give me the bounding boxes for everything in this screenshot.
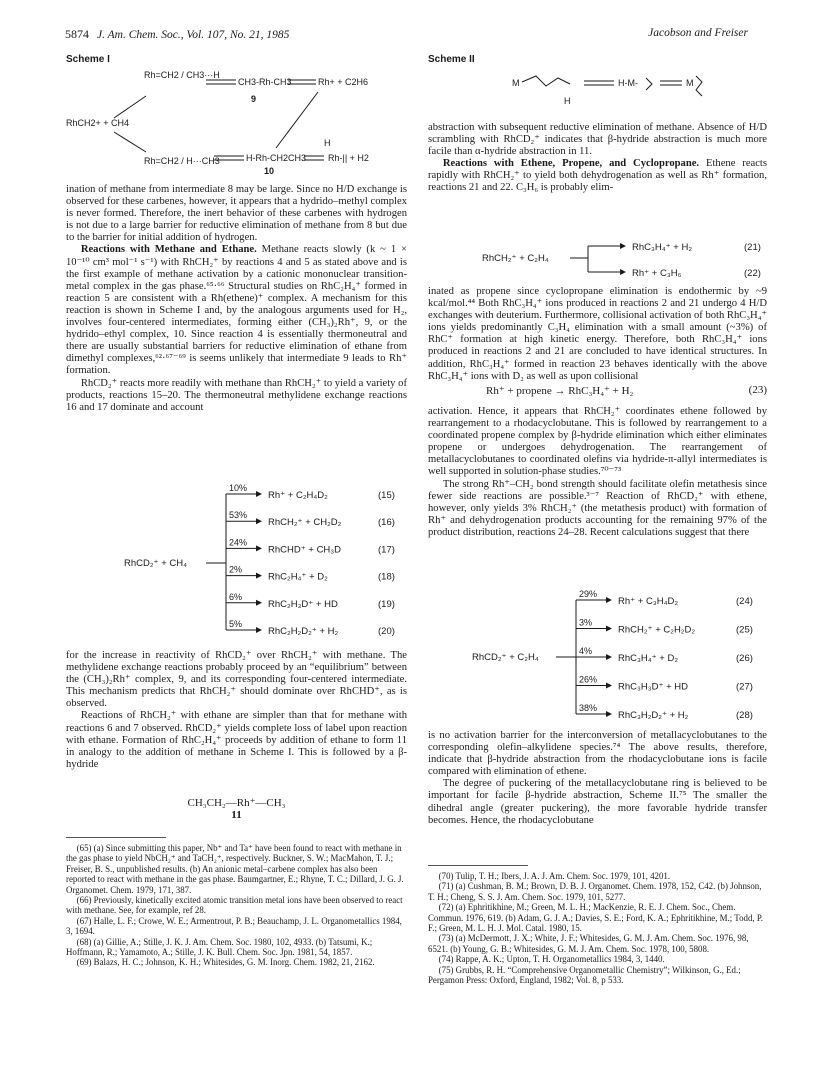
rxn24-28-number-4: (28) [736,710,753,721]
structure-11 [66,796,407,821]
rxn15-20-pct-5: 5% [229,619,243,629]
footnote-71: (71) (a) Cushman, B. M.; Brown, D. B. J. Organomet. Chem. 1978, 152, C42. (b) Johnson, T. H.; Cheng, S. S. J. Am. Chem. Soc. 1979, 101, 5277. [428,881,762,902]
left-para-4: for the increase in reactivity of RhCD₂⁺ over RhCH₂⁺ with methane. The methylidene exchange reactions probably proceed by an “equilibrium” between the (CH₃)₂Rh⁺ complex, 9, and its corresponding four-centered intermediate. This mechanism predicts that RhCH₂⁺ should dominate over RhCHD⁺, as is observed. [66,650,407,710]
footnote-67: (67) Halle, L. F.; Crowe, W. E.; Armentrout, P. B.; Beauchamp, J. L. Organometallics 1984, 3, 1694. [66,915,402,937]
reaction-scheme-24-28 [428,590,767,722]
rxn15-20-pct-3: 2% [229,564,243,575]
scheme1-lower-product: H-Rh-CH2CH3 [246,153,307,163]
left-para-2: Methane reacts slowly (k ~ 1 × 10⁻¹⁰ cm³ mol⁻¹ s⁻¹) with RhCH₂⁺ by reactions 4 and 5 as stated above and is the first example of methane activation by a cationic mononuclear transition-metal complex in the gas phase.⁶⁵·⁶⁶ Structural studies on RhC₂H₄⁺ formed in reaction 5 are consistent with a Rh(ethene)⁺ complex. A mechanism for this reaction is shown in Scheme I and, by the analogous arguments used for H₂, involves four-centered intermediates, forming either (CH₃)₂Rh⁺, 9, or the hydrido–ethyl complex, 10. Since reaction 4 is essentially thermoneutral and there are usually substantial barriers for reductive elimination of ethane from dimethyl complexes,⁶²·⁶⁷⁻⁶⁹ is seems unlikely that intermediate 9 leads to Rh⁺ formation. [66,244,407,377]
rxn24-28-product-4: RhC₃H₂D₂⁺ + H₂ [618,710,689,721]
footnote-68: (68) (a) Gillie, A.; Stille, J. K. J. Am. Chem. Soc. 1980, 102, 4933. (b) Tatsumi, K.; Hoffmann, R.; Yamamoto, A.; Stille, J. K. Bull. Chem. Soc. Jpn. 1981, 54, 1857. [66,936,373,958]
structure-11-label: 11 [231,809,242,821]
scheme1-lower-intermediate: Rh=CH2 / H···CH3 [144,156,220,166]
right-para-6: is no activation barrier for the interconversion of metallacyclobutanes to the corresponding olefin–alkylidene species.⁷⁴ The above results, therefore, indicate that β-hydride abstraction from the rhodacyclobutane ions is facile compared with elimination of ethene. [428,730,767,778]
left-column-lower [66,650,407,771]
rxn24-28-product-2: RhC₃H₄⁺ + D₂ [618,653,679,664]
footnote-70: (70) Tulip, T. H.; Ibers, J. A. J. Am. Chem. Soc. 1979, 101, 4201. [438,871,671,881]
footnote-66: (66) Previously, kinetically excited atomic transition metal ions have been observed to react with methane. See, for example, ref 28. [66,895,403,916]
rxn15-20-pct-1: 53% [229,510,248,521]
scheme1-title: Scheme I [66,54,110,65]
rxn15-20-pct-4: 6% [229,591,243,602]
footnote-65: (65) (a) Since submitting this paper, Nb⁺ and Ta⁺ have been found to react with methane in the gas phase to yield NbCH₂⁺ and TaCH₂⁺, respectively. Buckner, S. W.; MacMahon, T. J.; Freiser, B. S., unpublished results. (b) An anionic metal–carbene complex has also been reported to react with methane in the gas phase. Baumgartner, E.; Rhyne, T. C.; Dillard, J. G. J. Organomet. Chem. 1979, 171, 387. [66,843,404,895]
rxn24-28-number-2: (26) [736,653,753,664]
scheme1-upper-product: CH3-Rh-CH3 [238,77,292,87]
footnote-74: (74) Rappe, A. K.; Upton, T. H. Organometallics 1984, 3, 1440. [438,954,665,965]
running-header-authors: Jacobson and Freiser [648,27,748,39]
scheme1-lower-final: Rh-|| + H2 [328,153,369,163]
scheme2-h-label: H [564,96,571,106]
scheme1-diagram [66,66,406,176]
left-para-3: RhCD₂⁺ reacts more readily with methane than RhCH₂⁺ to yield a variety of products, reactions 15–20. The thermoneutral methylidene exchange reactions 16 and 17 dominate and account [66,377,407,413]
right-para-2: Ethene reacts rapidly with RhCH₂⁺ to yield both dehydrogenation as well as Rh⁺ formation, reactions 21 and 22. C₃H₆ is probably elim- [428,158,767,194]
left-heading-methane: Reactions with Methane and Ethane. [80,244,257,256]
rxn15-20-reactant: RhCD₂⁺ + CH₄ [124,558,187,569]
right-para-3: inated as propene since cyclopropane elimination is endothermic by ~9 kcal/mol.⁴⁴ Both RhC₃H₄⁺ ions produced in reactions 2 and 21 undergo 4 H/D exchanges with deuterium. Furthermore, collisional activation of both RhC₃H₄⁺ ions yields predominantly C₃H₄ elimination with a small amount (~3%) of RhC⁺ formation at high kinetic energy. Therefore, both RhC₃H₄⁺ ions produced in reactions 2 and 21 are concluded to have identical structures. In addition, RhC₃H₄⁺ formed in reaction 23 behaves identically with the above RhC₃H₄⁺ ions with D₂ as well as upon collisional [428,286,767,382]
right-column-bottom [428,730,767,827]
rxn21-22-reactant: RhCH₂⁺ + C₂H₄ [482,253,549,264]
right-heading-ethene: Reactions with Ethene, Propene, and Cyclopropane. [442,158,700,170]
rxn15-20-product-5: RhC₂H₂D₂⁺ + H₂ [268,626,339,637]
scheme1-label-10: 10 [264,166,275,176]
footnotes-right [428,871,767,985]
scheme1-upper-intermediate: Rh=CH2 / CH3···H [144,70,220,80]
rxn15-20-number-5: (20) [378,626,395,637]
scheme1-upper-final: Rh+ + C2H6 [318,77,369,87]
rxn15-20-number-2: (17) [378,544,395,556]
structure-11-formula: CH₃CH₂—Rh⁺—CH₃ [187,797,286,809]
running-header-left [65,27,289,42]
reaction-scheme-15-20 [66,484,407,642]
rxn24-28-number-1: (25) [736,624,753,636]
right-column-lower [428,406,767,539]
right-para-1: abstraction with subsequent reductive elimination of methane. Absence of H/D scrambling with RhCD₂⁺ indicates that β-hydride abstraction is much more facile than α-hydride abstraction in 11. [428,122,767,158]
footnote-69: (69) Balazs, H. C.; Johnson, K. H.; Whitesides, G. M. Inorg. Chem. 1982, 21, 2162. [76,957,375,968]
scheme1-label-9: 9 [251,94,257,104]
rxn15-20-product-4: RhC₂H₃D⁺ + HD [268,598,338,610]
rxn21-number: (21) [744,242,761,253]
scheme1-reactant: RhCH2+ + CH4 [66,118,130,128]
rxn24-28-pct-2: 4% [579,646,593,656]
reaction-scheme-21-22 [428,236,767,280]
scheme2-diagram [512,66,712,110]
rxn15-20-product-1: RhCH₂⁺ + CH₂D₂ [268,517,342,529]
rxn15-20-product-3: RhC₂H₄⁺ + D₂ [268,571,328,583]
journal-citation: J. Am. Chem. Soc., Vol. 107, No. 21, 1985 [97,29,290,41]
rxn24-28-product-1: RhCH₂⁺ + C₂H₂D₂ [618,624,696,636]
rxn15-20-number-1: (16) [378,517,395,529]
right-column-upper [428,122,767,195]
rxn21-product: RhC₃H₄⁺ + H₂ [632,242,693,253]
page-number: 5874 [65,27,89,41]
rxn24-28-pct-4: 38% [579,703,598,713]
rxn24-28-pct-0: 29% [579,589,598,599]
footnote-rule-left [66,837,166,838]
rxn24-28-pct-3: 26% [579,674,598,685]
scheme2-right: M [686,78,694,88]
rxn22-product: Rh⁺ + C₃H₆ [632,268,682,279]
rxn15-20-product-2: RhCHD⁺ + CH₃D [268,544,342,556]
footnote-73: (73) (a) McDermott, J. X.; White, J. F.; Whitesides, G. M. J. Am. Chem. Soc. 1976, 98, 6521. (b) Young, G. B.; Whitesides, G. M. J. Am. Chem. Soc. 1978, 100, 5808. [428,933,749,954]
rxn24-28-product-0: Rh⁺ + C₃H₄D₂ [618,596,679,607]
right-column-middle [428,286,767,383]
rxn24-28-number-3: (27) [736,681,753,693]
scheme1-lower-h: H [324,138,331,148]
rxn15-20-product-0: Rh⁺ + C₂H₄D₂ [268,490,328,501]
right-para-5: The strong Rh⁺–CH₂ bond strength should facilitate olefin metathesis since fewer side reactions are possible.³⁻⁷ Reaction of RhCD₂⁺ with ethene, however, only yields 3% RhCH₂⁺ (the metathesis product) with formation of Rh⁺ and dehydrogenation products accounting for the remaining 97% of the product distribution, reactions 24–28. Recent calculations suggest that there [428,478,767,538]
rxn15-20-number-3: (18) [378,571,395,583]
rxn24-28-number-0: (24) [736,596,753,607]
rxn22-number: (22) [744,268,761,279]
footnote-72: (72) (a) Ephritikhine, M.; Green, M. L. H.; MacKenzie, R. E. J. Chem. Soc., Chem. Commun. 1976, 619. (b) Adam, G. J. A.; Davies, S. E.; Ford, K. A.; Ephritikhine, M.; Todd, P. F.; Green, M. L. H. J. Mol. Catal. 1980, 15. [428,902,763,934]
equation-23-number: (23) [748,384,767,396]
rxn15-20-pct-0: 10% [229,483,248,493]
rxn24-28-pct-1: 3% [579,617,593,628]
footnote-rule-right [428,865,528,866]
footnote-75: (75) Grubbs, R. H. “Comprehensive Organometallic Chemistry”; Wilkinson, G., Ed.; Pergamon Press: Oxford, England, 1982; Vol. 8, p 533. [428,964,741,986]
footnotes-left [66,843,407,968]
right-para-7: The degree of puckering of the metallacyclobutane ring is believed to be important for facile β-hydride abstraction, Scheme II.⁷⁵ The smaller the dihedral angle (greater puckering), the more favorable hydride transfer becomes. Hence, the rhodacyclobutane [428,778,767,826]
scheme2-middle: H-M- [618,78,638,88]
left-column-upper [66,184,407,414]
rxn24-28-reactant: RhCD₂⁺ + C₂H₄ [472,652,539,663]
rxn24-28-product-3: RhC₃H₃D⁺ + HD [618,681,689,693]
rxn15-20-pct-2: 24% [229,537,248,548]
left-para-5: Reactions of RhCH₂⁺ with ethane are simpler than that for methane with reactions 6 and 7 observed. RhCD₂⁺ yields complete loss of label upon reaction with ethane. Formation of RhC₂H₄⁺ proceeds by addition of ethane to form 11 in analogy to the addition of methane in Scheme I. This is followed by a β-hydride [66,710,407,770]
scheme2-metal-left: M [512,78,520,88]
rxn15-20-number-4: (19) [378,598,395,610]
rxn15-20-number-0: (15) [378,490,395,501]
right-para-4: activation. Hence, it appears that RhCH₂⁺ coordinates ethene followed by rearrangement to a rhodacyclobutane. This is followed by rearrangement to a coordinated propene complex by β-hydride elimination which either eliminates propene or undergoes dehydrogenation. The rearrangement of metallacyclobutanes to coordinated olefins via hydride-π-allyl intermediates is well supported in solution-phase studies.⁷⁰⁻⁷³ [428,406,767,478]
equation-23-text: Rh⁺ + propene → RhC₃H₄⁺ + H₂ [486,385,634,397]
scheme2-title: Scheme II [428,54,475,65]
left-para-1: ination of methane from intermediate 8 may be large. Since no H/D exchange is observed for these carbenes, however, it appears that a hydrido–methyl complex is never formed. Therefore, the inert behavior of these carbenes with hydrogen is not due to a large barrier for reductive elimination of methane from 8 but due to the barrier for initial addition of hydrogen. [66,184,407,244]
